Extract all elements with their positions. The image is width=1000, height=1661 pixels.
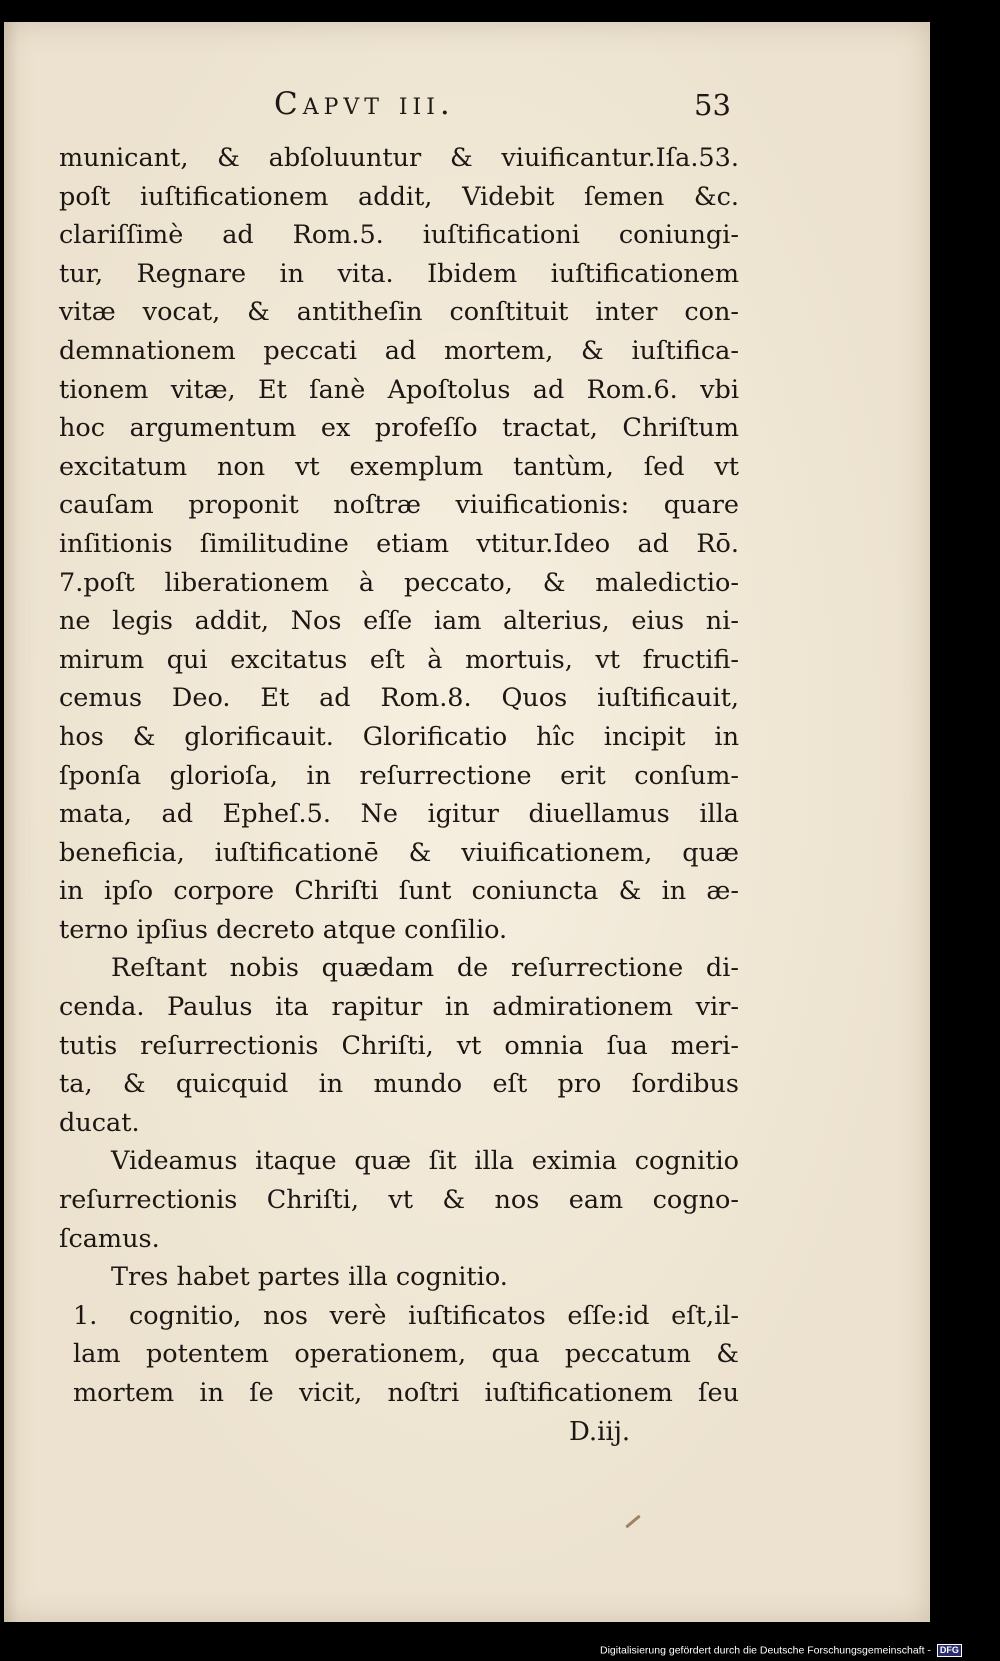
list-number: 1. (73, 1300, 98, 1331)
text-line: ne legis addit, Nos eſſe iam alterius, eius ni- (59, 606, 739, 637)
text-line: tionem vitæ, Et ſanè Apoſtolus ad Rom.6. vbi (59, 374, 739, 405)
text-line: terno ipſius decreto atque conſilio. (59, 914, 508, 945)
text-line: mirum qui excitatus eſt à mortuis, vt fructifi- (59, 644, 739, 675)
paragraph-line: tutis reſurrectionis Chriſti, vt omnia ſua meri- (59, 1030, 739, 1061)
paragraph-line: reſurrectionis Chriſti, vt & nos eam cogno- (59, 1185, 739, 1216)
footer-text: Digitalisierung gefördert durch die Deutsche Forschungsgemeinschaft - (600, 1644, 931, 1657)
text-line: excitatum non vt exemplum tantùm, ſed vt (59, 451, 739, 482)
text-line: demnationem peccati ad mortem, & iuſtifica- (59, 335, 739, 366)
body-text (59, 139, 739, 1413)
running-head (4, 82, 930, 132)
text-line: ſponſa glorioſa, in reſurrectione erit conſum- (59, 760, 739, 791)
paragraph-line: ſcamus. (59, 1223, 160, 1254)
pencil-mark (625, 1515, 641, 1529)
numbered-line: lam potentem operationem, qua peccatum & (73, 1339, 739, 1370)
text-line: 7.poſt liberationem à peccato, & maledictio- (59, 567, 739, 598)
numbered-line (59, 1297, 739, 1336)
text-line: vitæ vocat, & antitheſin conſtituit inter con- (59, 297, 739, 328)
text-line: hos & glorificauit. Glorificatio hîc incipit in (59, 721, 739, 752)
paragraph-line: ta, & quicquid in mundo eſt pro ſordibus (59, 1069, 739, 1100)
paragraph-line: Videamus itaque quæ ſit illa eximia cognitio (111, 1146, 739, 1177)
text-line: cemus Deo. Et ad Rom.8. Quos iuſtificauit, (59, 683, 739, 714)
text-line: mata, ad Epheſ.5. Ne igitur diuellamus illa (59, 799, 739, 830)
text-line: tur, Regnare in vita. Ibidem iuſtificationem (59, 258, 739, 289)
numbered-line: mortem in ſe vicit, noſtri iuſtificationem ſeu (73, 1378, 739, 1408)
catchword: D.iij. (569, 1417, 631, 1447)
text-line: in ipſo corpore Chriſti ſunt coniuncta & in æ- (59, 876, 739, 907)
dfg-logo: DFG (937, 1644, 962, 1657)
text-line: municant, & abſoluuntur & viuificantur.Iſa.53. (59, 143, 739, 173)
text-line: poſt iuſtificationem addit, Videbit ſemen &c. (59, 181, 739, 212)
digitization-footer (600, 1644, 962, 1660)
paragraph-line: ducat. (59, 1107, 140, 1138)
running-head-title: Capvt iii. (274, 86, 455, 122)
text-line: clariſſimè ad Rom.5. iuſtificationi coniungi- (59, 220, 739, 251)
numbered-line-text: cognitio, nos verè iuſtificatos eſſe:id eſt,il- (129, 1300, 739, 1331)
text-line: inſitionis ſimilitudine etiam vtitur.Ideo ad Rō. (59, 528, 739, 559)
paragraph-line: Reſtant nobis quædam de reſurrectione di- (111, 953, 739, 984)
text-line: beneficia, iuſtificationē & viuificationem, quæ (59, 837, 739, 868)
text-line: cauſam proponit noſtræ viuificationis: quare (59, 490, 739, 521)
text-line: hoc argumentum ex profeſſo tractat, Chriſtum (59, 413, 739, 444)
book-page (4, 22, 930, 1622)
paragraph-line: cenda. Paulus ita rapitur in admirationem vir- (59, 992, 739, 1023)
paragraph-line: Tres habet partes illa cognitio. (111, 1262, 508, 1293)
page-number: 53 (694, 88, 731, 122)
